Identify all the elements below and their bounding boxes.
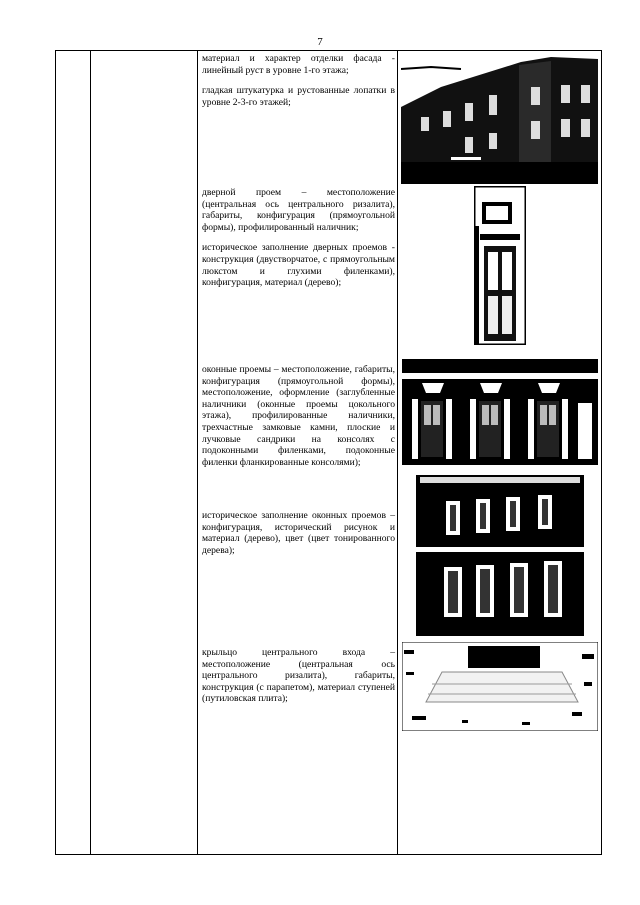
document-table <box>55 50 602 855</box>
column-divider <box>90 51 91 854</box>
row-porch-text <box>202 647 395 714</box>
column-divider <box>197 51 198 854</box>
paragraph: гладкая штукатурка и рустованные лопатки в уровне 2-3-го этажей; <box>202 85 395 108</box>
paragraph: оконные проемы – местоположение, габариты, конфигурация (прямоугольной формы), местоположение, оформление (заглубленные наличники (оконные проемы цокольного этажа), профилированные наличники, трехчастные замковые камни, плоские и лучковые сандрики на консолях с подоконными филенками, подоконные филенки фланкированные консолями); <box>202 364 395 468</box>
row-facade-finish-text <box>202 53 395 117</box>
photo-porch <box>402 642 598 731</box>
photo-door <box>474 186 526 345</box>
row-windows-text <box>202 364 395 477</box>
row-door-text <box>202 187 395 298</box>
photo-window-frames <box>402 359 598 465</box>
row-window-fillings-text <box>202 510 395 565</box>
paragraph: историческое заполнение дверных проемов - конструкция (двустворчатое, с прямоугольным люкстом и глухими филенками), конфигурация, материал (дерево); <box>202 242 395 289</box>
column-divider <box>397 51 398 854</box>
paragraph: крыльцо центрального входа – местоположение (центральная ось центрального ризалита), габариты, конструкция (с парапетом), материал ступеней (путиловская плита); <box>202 647 395 705</box>
photo-window-fillings <box>416 475 584 636</box>
paragraph: дверной проем – местоположение (центральная ось центрального ризалита), габариты, конфигурация (прямоугольной формы), профилированный наличник; <box>202 187 395 233</box>
page-number: 7 <box>317 36 323 48</box>
photo-facade-corner <box>401 57 598 184</box>
paragraph: историческое заполнение оконных проемов – конфигурация, исторический рисунок и материал (дерево), цвет (цвет тонированного дерева); <box>202 510 395 556</box>
paragraph: материал и характер отделки фасада - линейный руст в уровне 1-го этажа; <box>202 53 395 76</box>
